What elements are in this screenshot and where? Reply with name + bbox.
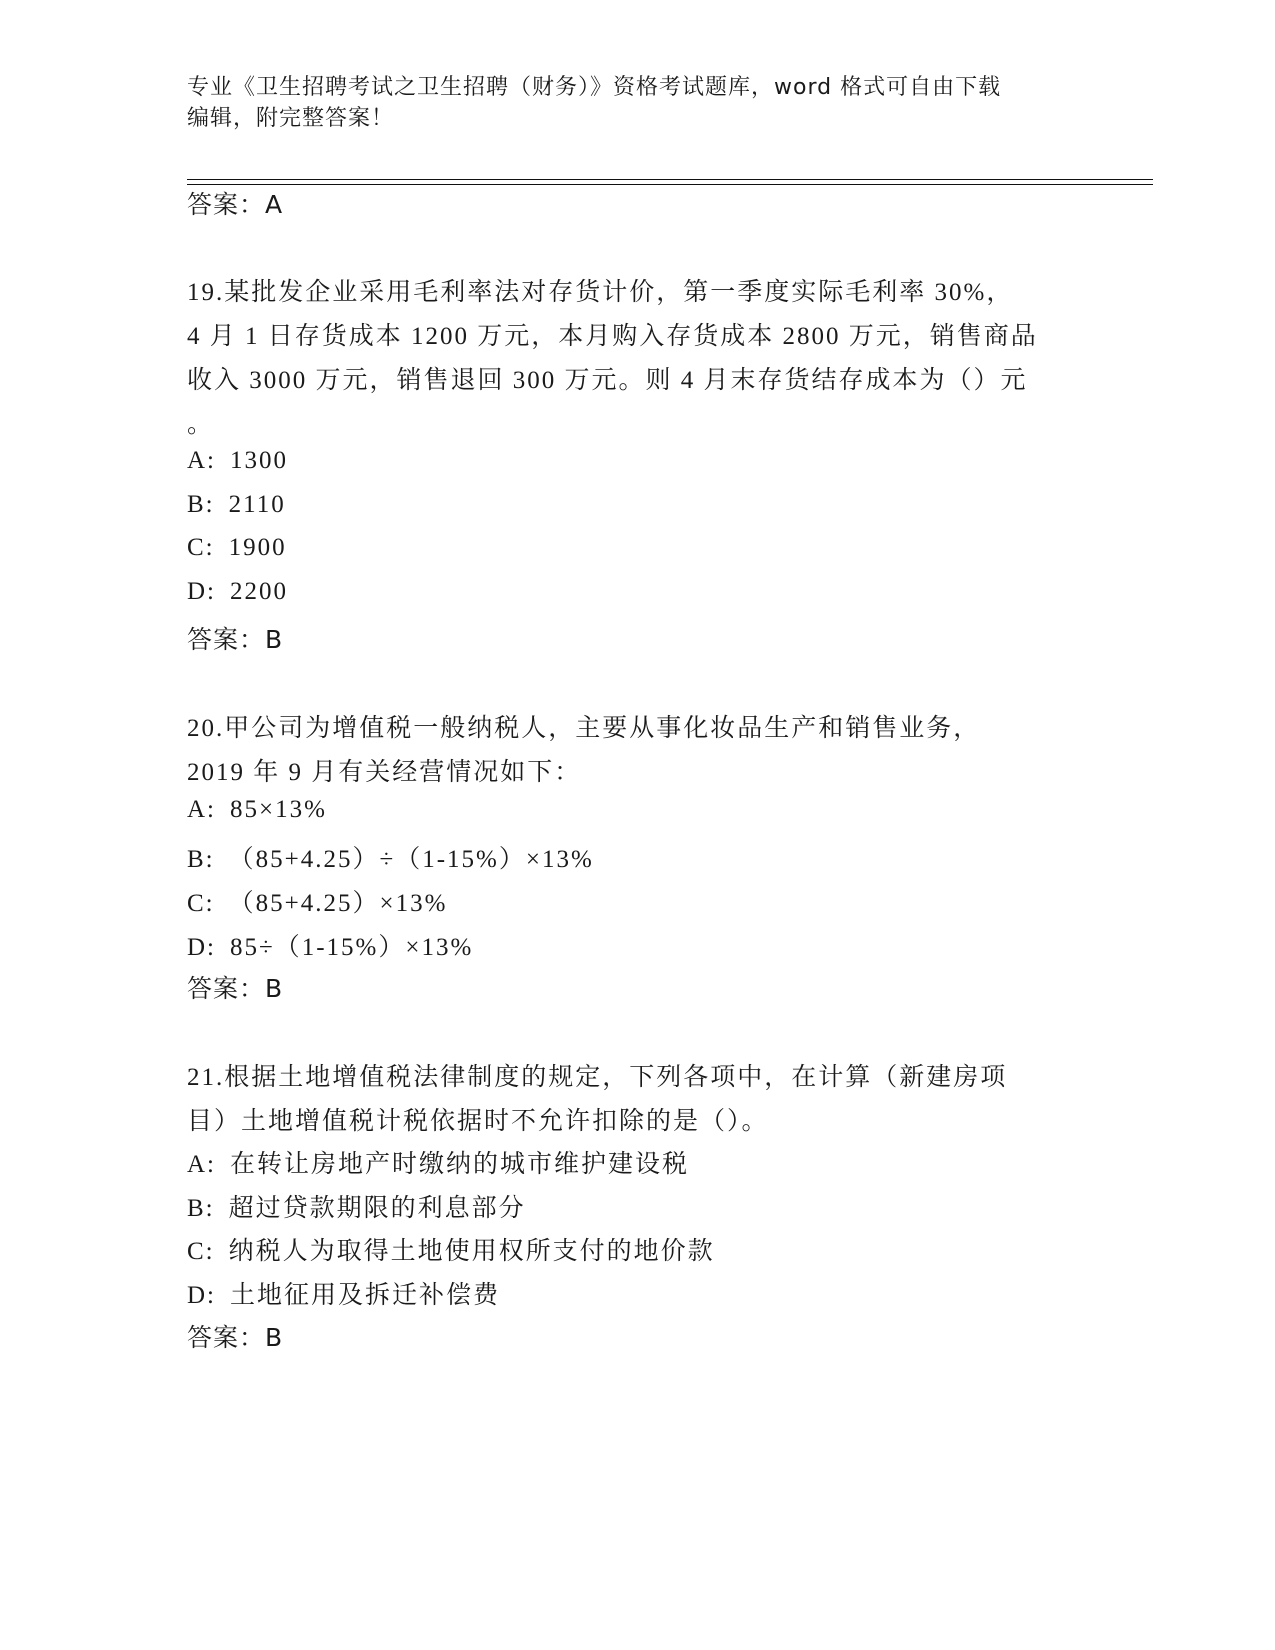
prev-answer bbox=[187, 185, 283, 221]
option-key: D: bbox=[187, 578, 216, 605]
q19-stem-line-4: 。 bbox=[187, 411, 215, 438]
option-text: （85+4.25）×13% bbox=[228, 890, 448, 917]
option-key: D: bbox=[187, 1282, 216, 1309]
header-line-1: 专业《卫生招聘考试之卫生招聘（财务）》资格考试题库，word 格式可自由下载 bbox=[187, 75, 1002, 100]
option-key: A: bbox=[187, 1151, 216, 1178]
option-key: B: bbox=[187, 491, 215, 518]
option-key: B: bbox=[187, 846, 215, 873]
answer-label: 答案： bbox=[187, 625, 266, 654]
q21-option-b bbox=[187, 1188, 526, 1224]
answer-label: 答案： bbox=[187, 190, 266, 219]
option-key: D: bbox=[187, 934, 216, 961]
option-text: 1900 bbox=[228, 534, 287, 561]
option-key: C: bbox=[187, 534, 215, 561]
q21-option-a bbox=[187, 1144, 689, 1180]
option-text: 85÷（1-15%）×13% bbox=[230, 934, 474, 961]
option-key: C: bbox=[187, 890, 215, 917]
q19-option-c bbox=[187, 534, 287, 562]
option-text: 土地征用及拆迁补偿费 bbox=[230, 1282, 501, 1309]
q20-option-c bbox=[187, 883, 447, 919]
q19-stem-line-2: 4 月 1 日存货成本 1200 万元，本月购入存货成本 2800 万元，销售商品 bbox=[187, 323, 1038, 350]
option-key: A: bbox=[187, 796, 216, 823]
q21-answer bbox=[187, 1318, 283, 1354]
q20-option-b bbox=[187, 839, 594, 875]
q19-answer bbox=[187, 620, 283, 656]
header-divider-top bbox=[187, 179, 1153, 180]
answer-label: 答案： bbox=[187, 974, 266, 1003]
option-key: B: bbox=[187, 1195, 215, 1222]
q21-stem-line-2: 目）土地增值税计税依据时不允许扣除的是（）。 bbox=[187, 1108, 769, 1135]
answer-value: B bbox=[265, 974, 284, 1003]
q19-stem-line-3: 收入 3000 万元，销售退回 300 万元。则 4 月末存货结存成本为（）元 bbox=[187, 367, 1028, 394]
q19-stem-line-1: 19.某批发企业采用毛利率法对存货计价，第一季度实际毛利率 30%， bbox=[187, 279, 1014, 306]
option-text: 85×13% bbox=[230, 796, 327, 823]
q19-option-b bbox=[187, 491, 286, 519]
q19-option-a bbox=[187, 447, 288, 475]
q20-option-d bbox=[187, 927, 473, 963]
option-text: 1300 bbox=[230, 447, 288, 474]
q21-option-c bbox=[187, 1231, 715, 1267]
option-text: 超过贷款期限的利息部分 bbox=[228, 1195, 526, 1222]
answer-value: B bbox=[265, 1323, 284, 1352]
option-text: 2200 bbox=[230, 578, 288, 605]
option-text: 在转让房地产时缴纳的城市维护建设税 bbox=[230, 1151, 690, 1178]
q20-stem-line-1: 20.甲公司为增值税一般纳税人，主要从事化妆品生产和销售业务， bbox=[187, 715, 981, 742]
q20-option-a bbox=[187, 796, 327, 824]
option-text: 2110 bbox=[228, 491, 286, 518]
option-text: （85+4.25）÷（1-15%）×13% bbox=[228, 846, 594, 873]
answer-label: 答案： bbox=[187, 1323, 266, 1352]
document-header bbox=[187, 72, 1067, 134]
header-line-2: 编辑，附完整答案！ bbox=[187, 106, 395, 131]
answer-value: A bbox=[265, 190, 284, 219]
q21-option-d bbox=[187, 1275, 500, 1311]
answer-value: B bbox=[265, 625, 284, 654]
option-text: 纳税人为取得土地使用权所支付的地价款 bbox=[228, 1238, 715, 1265]
option-key: C: bbox=[187, 1238, 215, 1265]
q21-stem-line-1: 21.根据土地增值税法律制度的规定，下列各项中，在计算（新建房项 bbox=[187, 1064, 1008, 1091]
q20-stem-line-2: 2019 年 9 月有关经营情况如下： bbox=[187, 759, 582, 786]
q20-answer bbox=[187, 969, 283, 1005]
q19-option-d bbox=[187, 578, 288, 606]
header-divider-bottom bbox=[187, 184, 1153, 185]
option-key: A: bbox=[187, 447, 216, 474]
